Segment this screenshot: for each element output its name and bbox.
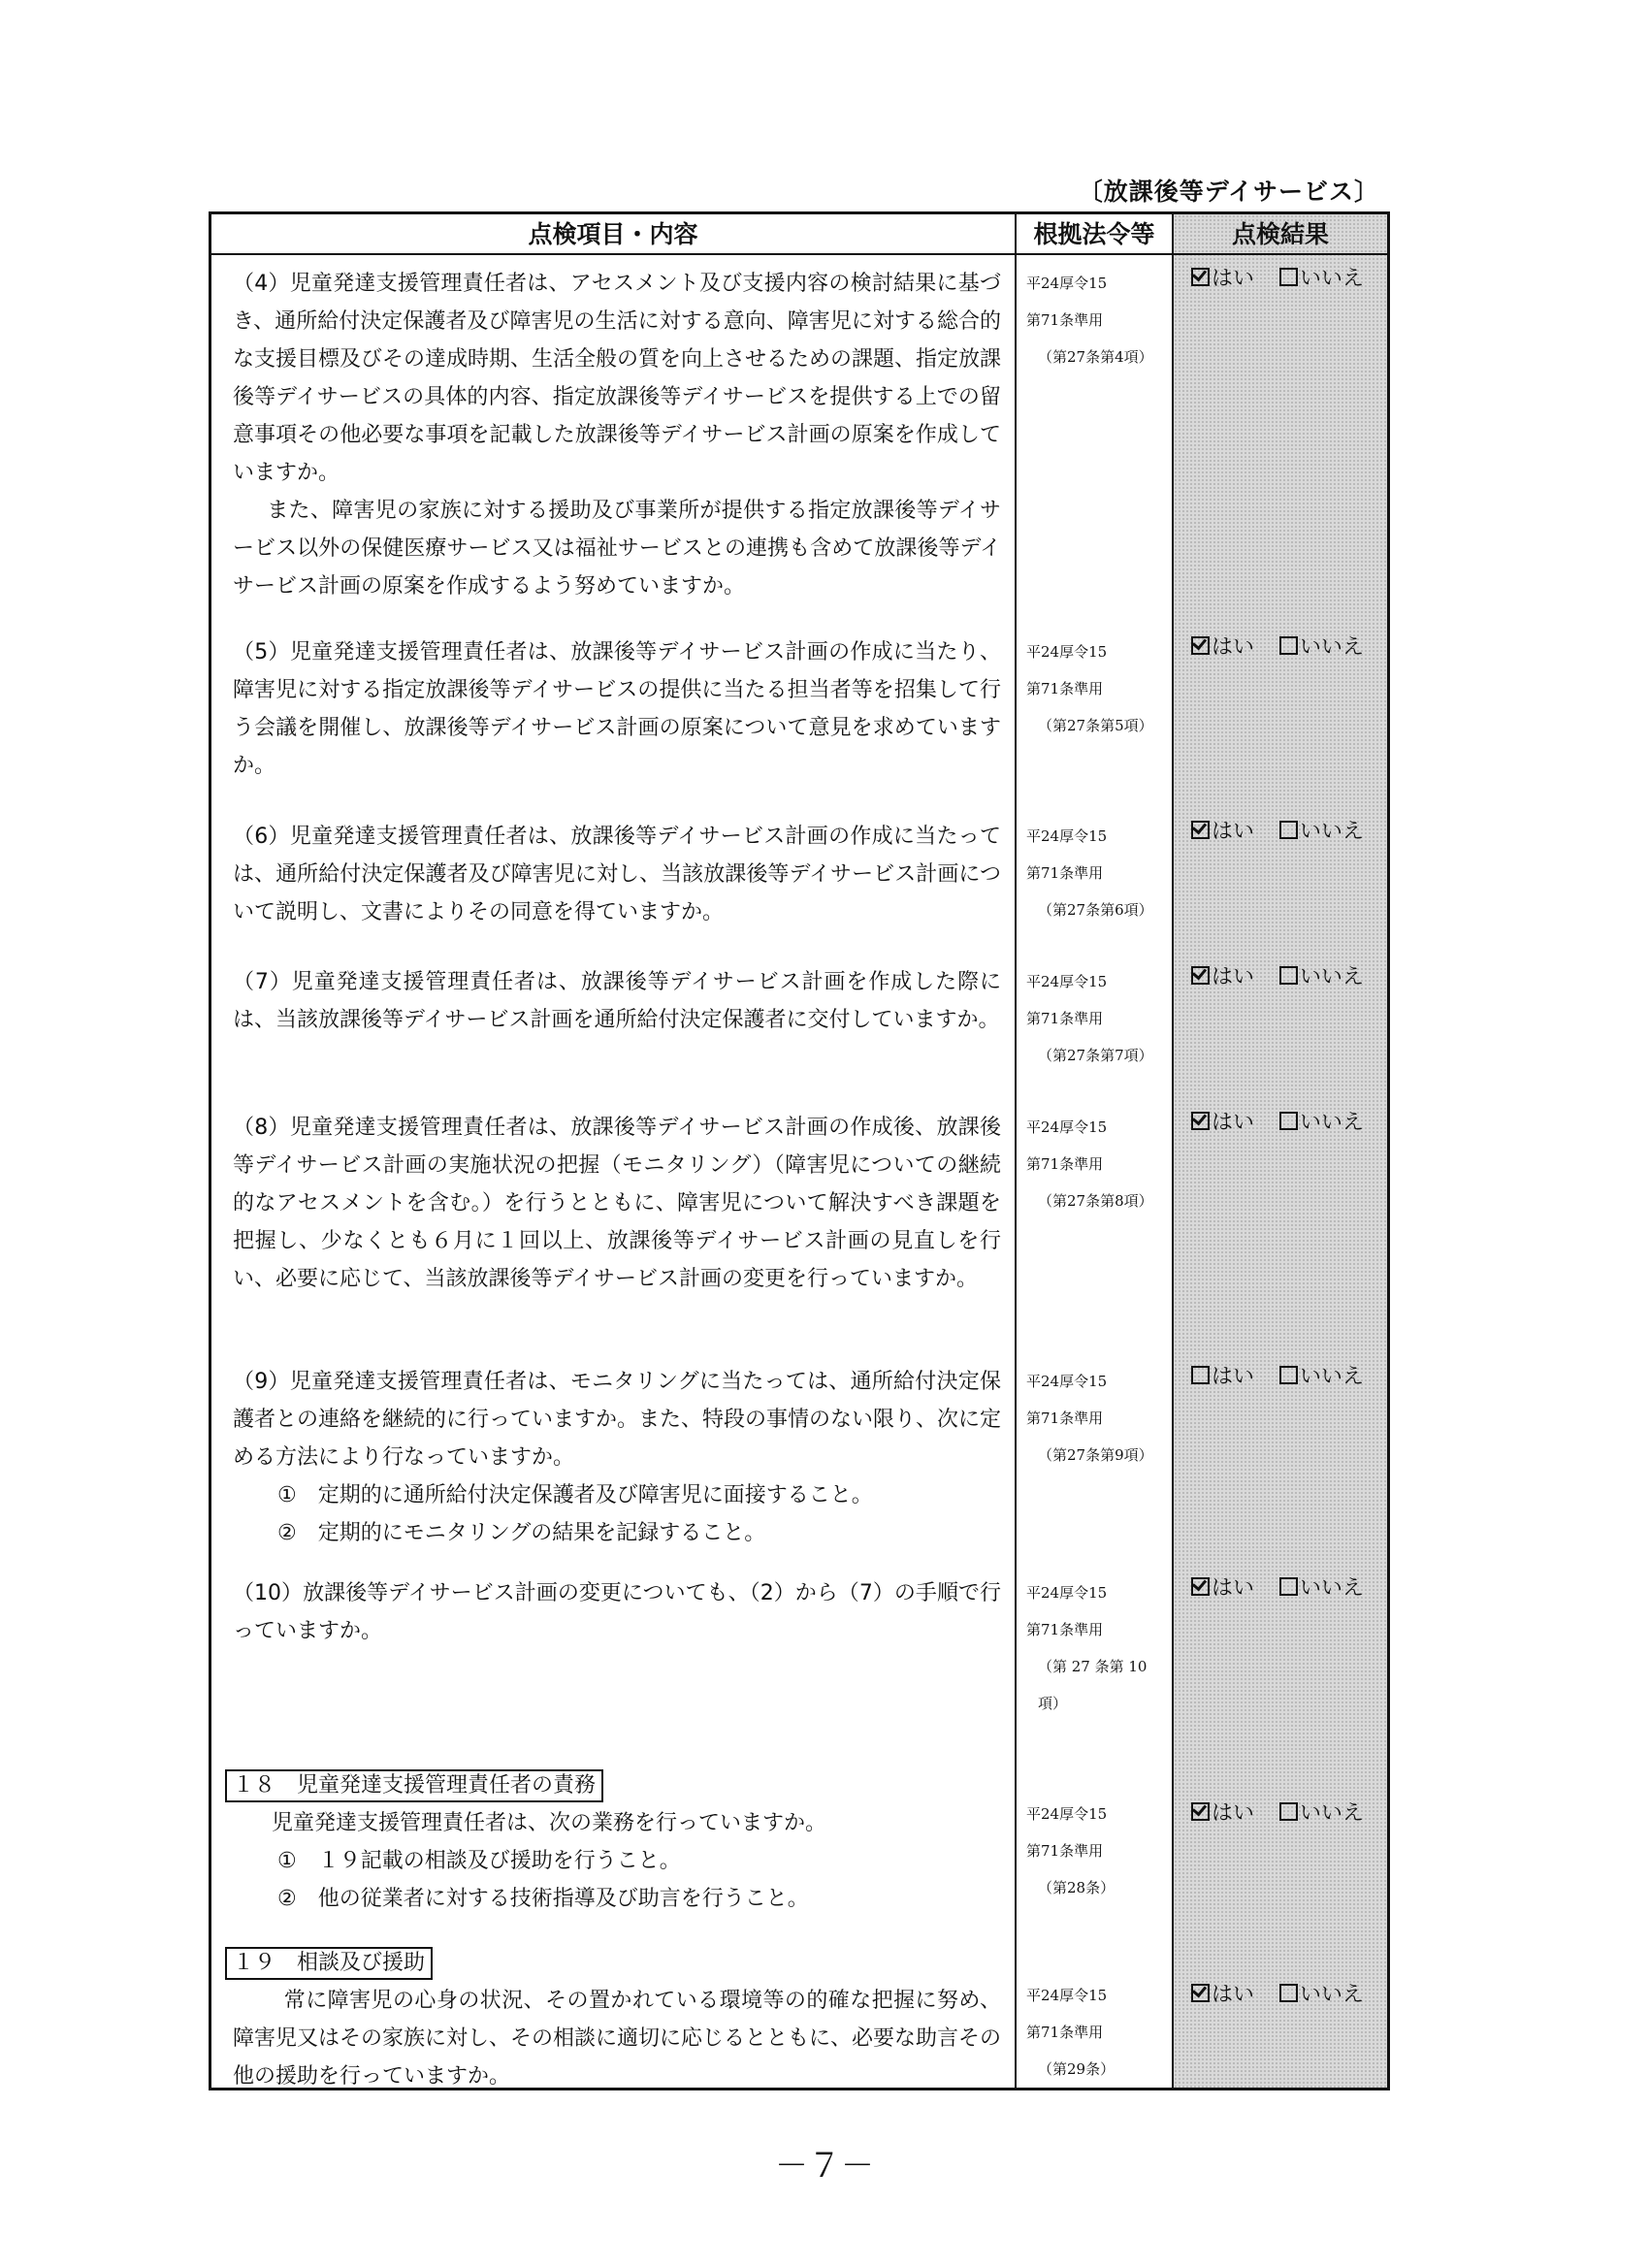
law-line: （第27条第6項） bbox=[1038, 901, 1153, 919]
yes-checkbox[interactable] bbox=[1191, 1984, 1210, 2002]
law-line: 第71条準用 bbox=[1026, 311, 1104, 329]
yes-checkbox[interactable] bbox=[1191, 1802, 1210, 1821]
law-reference bbox=[1026, 1109, 1162, 1219]
item-text: 児童発達支援管理責任者は、次の業務を行っていますか。 bbox=[272, 1811, 827, 1835]
result-options bbox=[1191, 818, 1395, 847]
result-options bbox=[1191, 1799, 1395, 1829]
yes-checkbox[interactable] bbox=[1191, 1112, 1210, 1130]
result-options bbox=[1191, 1363, 1395, 1392]
law-line: （第27条第9項） bbox=[1038, 1446, 1153, 1464]
section-title: １８ 児童発達支援管理責任者の責務 bbox=[225, 1769, 603, 1802]
result-options bbox=[1191, 1981, 1395, 2010]
result-options bbox=[1191, 633, 1395, 663]
sub-item: ② 他の従業者に対する技術指導及び助言を行うこと。 bbox=[277, 1887, 809, 1911]
no-label: いいえ bbox=[1300, 820, 1365, 844]
result-options bbox=[1191, 265, 1395, 294]
yes-label: はい bbox=[1212, 1983, 1255, 2007]
no-label: いいえ bbox=[1300, 1801, 1365, 1826]
yes-label: はい bbox=[1212, 1576, 1255, 1601]
item-text: （5）児童発達支援管理責任者は、放課後等デイサービス計画の作成に当たり、障害児に対する指定放課後等デイサービスの提供に当たる担当者等を招集して行う会議を開催し、放課後等デイサービス計画の原案について意見を求めていますか。 bbox=[233, 640, 1001, 778]
law-line: （第27条第5項） bbox=[1038, 717, 1153, 734]
law-line: 平24厚令15 bbox=[1026, 1805, 1108, 1823]
page-number: －７－ bbox=[775, 2147, 874, 2186]
item-content bbox=[233, 1363, 1001, 1552]
law-line: 第71条準用 bbox=[1026, 1409, 1104, 1427]
law-line: （第 27 条第 10 bbox=[1038, 1658, 1148, 1675]
yes-checkbox[interactable] bbox=[1191, 636, 1210, 655]
law-line: 第71条準用 bbox=[1026, 1842, 1104, 1860]
law-line: （第28条） bbox=[1038, 1879, 1116, 1896]
yes-label: はい bbox=[1212, 1801, 1255, 1826]
item-content bbox=[233, 963, 1001, 1039]
law-reference bbox=[1026, 1977, 1162, 2088]
yes-label: はい bbox=[1212, 267, 1255, 291]
law-line: 第71条準用 bbox=[1026, 2024, 1104, 2041]
yes-label: はい bbox=[1212, 965, 1255, 989]
law-reference bbox=[1026, 818, 1162, 928]
no-checkbox[interactable] bbox=[1279, 268, 1298, 286]
item-text: （7）児童発達支援管理責任者は、放課後等デイサービス計画を作成した際には、当該放課後等デイサービス計画を通所給付決定保護者に交付していますか。 bbox=[233, 970, 1001, 1032]
law-line: （第27条第4項） bbox=[1038, 348, 1153, 366]
law-line: 平24厚令15 bbox=[1026, 1987, 1108, 2004]
yes-checkbox[interactable] bbox=[1191, 966, 1210, 985]
item-text: （8）児童発達支援管理責任者は、放課後等デイサービス計画の作成後、放課後等デイサービス計画の実施状況の把握（モニタリング）（障害児についての継続的なアセスメントを含む。）を行うとともに、障害児について解決すべき課題を把握し、少なくとも６月に１回以上、放課後等デイサービス計画の見直しを行い、必要に応じて、当該放課後等デイサービス計画の変更を行っていますか。 bbox=[233, 1116, 1001, 1291]
section-title: １９ 相談及び援助 bbox=[225, 1947, 433, 1980]
yes-label: はい bbox=[1212, 820, 1255, 844]
law-line: 平24厚令15 bbox=[1026, 1373, 1108, 1390]
no-label: いいえ bbox=[1300, 1983, 1365, 2007]
no-label: いいえ bbox=[1300, 1365, 1365, 1389]
no-label: いいえ bbox=[1300, 267, 1365, 291]
law-line: 平24厚令15 bbox=[1026, 973, 1108, 990]
no-checkbox[interactable] bbox=[1279, 1802, 1298, 1821]
yes-label: はい bbox=[1212, 1365, 1255, 1389]
yes-checkbox[interactable] bbox=[1191, 821, 1210, 839]
header-item: 点検項目・内容 bbox=[528, 220, 698, 248]
law-line: 平24厚令15 bbox=[1026, 827, 1108, 845]
law-reference bbox=[1026, 1796, 1162, 1906]
no-checkbox[interactable] bbox=[1279, 636, 1298, 655]
no-checkbox[interactable] bbox=[1279, 821, 1298, 839]
item-content bbox=[233, 1766, 1001, 1918]
law-line: （第27条第8項） bbox=[1038, 1192, 1153, 1210]
law-line: 平24厚令15 bbox=[1026, 1118, 1108, 1136]
table-header bbox=[211, 214, 1387, 255]
result-options bbox=[1191, 1109, 1395, 1138]
no-checkbox[interactable] bbox=[1279, 1577, 1298, 1596]
law-line: （第29条） bbox=[1038, 2060, 1116, 2078]
item-content bbox=[233, 818, 1001, 931]
no-label: いいえ bbox=[1300, 635, 1365, 660]
no-checkbox[interactable] bbox=[1279, 1984, 1298, 2002]
law-line: 第71条準用 bbox=[1026, 864, 1104, 882]
yes-checkbox[interactable] bbox=[1191, 268, 1210, 286]
law-reference bbox=[1026, 1363, 1162, 1474]
yes-checkbox[interactable] bbox=[1191, 1366, 1210, 1384]
header-result: 点検結果 bbox=[1231, 220, 1329, 248]
sub-item: ① １９記載の相談及び援助を行うこと。 bbox=[277, 1849, 681, 1873]
no-checkbox[interactable] bbox=[1279, 1366, 1298, 1384]
item-content bbox=[233, 1109, 1001, 1298]
law-line: 項） bbox=[1038, 1695, 1068, 1712]
law-line: 平24厚令15 bbox=[1026, 643, 1108, 661]
law-line: 第71条準用 bbox=[1026, 1621, 1104, 1638]
law-reference bbox=[1026, 265, 1162, 375]
item-text: （10）放課後等デイサービス計画の変更についても、（2）から（7）の手順で行っていますか。 bbox=[233, 1581, 1001, 1643]
sub-item: ② 定期的にモニタリングの結果を記録すること。 bbox=[277, 1521, 766, 1545]
law-line: （第27条第7項） bbox=[1038, 1047, 1153, 1064]
inspection-table bbox=[209, 211, 1390, 2090]
item-content bbox=[233, 1944, 1001, 2095]
yes-checkbox[interactable] bbox=[1191, 1577, 1210, 1596]
item-text: 常に障害児の心身の状況、その置かれている環境等の的確な把握に努め、障害児又はその家族に対し、その相談に適切に応じるとともに、必要な助言その他の援助を行っていますか。 bbox=[233, 1989, 1002, 2089]
column-divider bbox=[1015, 214, 1017, 2088]
item-text: （9）児童発達支援管理責任者は、モニタリングに当たっては、通所給付決定保護者との連絡を継続的に行っていますか。また、特段の事情のない限り、次に定める方法により行なっていますか。 bbox=[233, 1370, 1002, 1470]
result-options bbox=[1191, 1574, 1395, 1604]
law-reference bbox=[1026, 633, 1162, 744]
item-text: また、障害児の家族に対する援助及び事業所が提供する指定放課後等デイサービス以外の保健医療サービス又は福祉サービスとの連携も含めて放課後等デイサービス計画の原案を作成するよう努めていますか。 bbox=[233, 499, 1001, 599]
item-text: （6）児童発達支援管理責任者は、放課後等デイサービス計画の作成に当たっては、通所給付決定保護者及び障害児に対し、当該放課後等デイサービス計画について説明し、文書によりその同意を得ていますか。 bbox=[233, 825, 1001, 924]
law-line: 第71条準用 bbox=[1026, 1010, 1104, 1027]
item-text: （4）児童発達支援管理責任者は、アセスメント及び支援内容の検討結果に基づき、通所給付決定保護者及び障害児の生活に対する意向、障害児に対する総合的な支援目標及びその達成時期、生活全般の質を向上させるための課題、指定放課後等デイサービスの具体的内容、指定放課後等デイサービスを提供する上での留意事項その他必要な事項を記載した放課後等デイサービス計画の原案を作成していますか。 bbox=[233, 272, 1002, 485]
item-content bbox=[233, 1574, 1001, 1650]
item-content bbox=[233, 265, 1001, 605]
result-options bbox=[1191, 963, 1395, 992]
no-checkbox[interactable] bbox=[1279, 1112, 1298, 1130]
law-reference bbox=[1026, 963, 1162, 1074]
sub-item: ① 定期的に通所給付決定保護者及び障害児に面接すること。 bbox=[277, 1483, 873, 1507]
column-divider bbox=[1172, 214, 1174, 2088]
item-content bbox=[233, 633, 1001, 785]
header-law: 根拠法令等 bbox=[1033, 220, 1155, 248]
no-label: いいえ bbox=[1300, 1111, 1365, 1135]
no-label: いいえ bbox=[1300, 965, 1365, 989]
no-checkbox[interactable] bbox=[1279, 966, 1298, 985]
yes-label: はい bbox=[1212, 635, 1255, 660]
law-line: 平24厚令15 bbox=[1026, 1584, 1108, 1602]
law-line: 第71条準用 bbox=[1026, 680, 1104, 697]
law-line: 平24厚令15 bbox=[1026, 275, 1108, 292]
no-label: いいえ bbox=[1300, 1576, 1365, 1601]
law-line: 第71条準用 bbox=[1026, 1155, 1104, 1173]
service-label: 〔放課後等デイサービス〕 bbox=[1078, 178, 1379, 206]
law-reference bbox=[1026, 1574, 1162, 1722]
yes-label: はい bbox=[1212, 1111, 1255, 1135]
